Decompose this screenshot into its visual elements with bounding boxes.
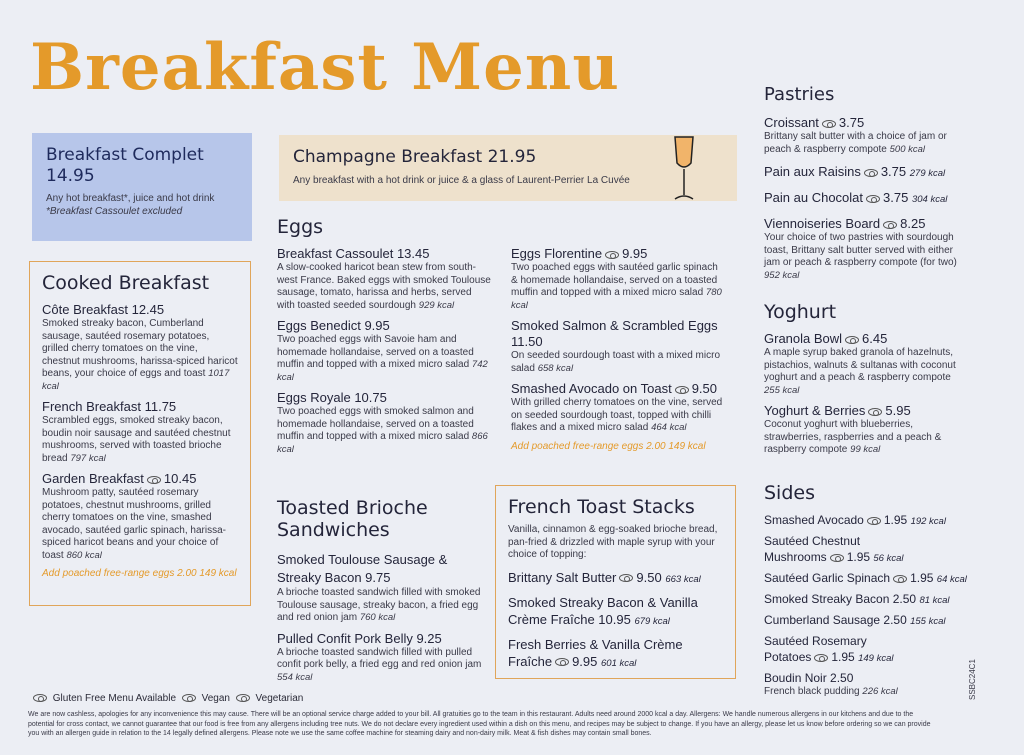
- item-price: 3.75: [880, 164, 907, 179]
- item-name: Fresh Berries & Vanilla Crème Fraîche: [508, 636, 683, 669]
- menu-item: [277, 631, 482, 685]
- item-kcal: 601 kcal: [601, 657, 637, 669]
- item-desc: Two poached eggs with smoked salmon and homemade hollandaise, served on a toasted muffin and topped with a mixed micro salad: [277, 406, 474, 442]
- item-kcal: 279 kcal: [909, 168, 946, 179]
- vegan-icon: [830, 554, 844, 562]
- vegan-icon: [147, 476, 161, 484]
- item-desc: Two poached eggs with Savoie ham and homemade hollandaise, served on a toasted muffin and topped with a mixed micro salad: [277, 334, 474, 370]
- vegetarian-icon: [605, 251, 619, 259]
- dietary-legend: [30, 693, 303, 704]
- item-name: Eggs Benedict 9.95: [277, 318, 390, 333]
- cooked-box: [29, 261, 251, 606]
- item-price: 1.95: [831, 650, 855, 664]
- item-price: 1.95: [846, 550, 871, 564]
- item-desc: Scrambled eggs, smoked streaky bacon, boudin noir sausage and sautéed chestnut mushrooms, served with toasted brioche bread: [42, 415, 231, 464]
- addon-eggs: Add poached free-range eggs 2.00 149 kcal: [511, 440, 706, 452]
- french-toast-desc: Vanilla, cinnamon & egg-soaked brioche bread, pan-fried & drizzled with maple syrup with your choice of topping:: [508, 524, 718, 560]
- menu-item: [764, 591, 974, 609]
- brioche-heading: Toasted Brioche Sandwiches: [277, 497, 428, 541]
- vegetarian-icon: [864, 169, 878, 177]
- item-name: Viennoiseries Board: [764, 216, 881, 231]
- item-price: 1.95: [883, 513, 908, 527]
- item-name: Sautéed Garlic Spinach: [764, 571, 891, 585]
- yoghurt-heading: Yoghurt: [764, 301, 837, 323]
- champagne-glass-icon: [669, 135, 699, 203]
- french-toast-box: [495, 485, 736, 679]
- vegetarian-icon: [619, 574, 633, 582]
- menu-item: [277, 246, 492, 312]
- menu-title: Breakfast Menu: [30, 30, 620, 105]
- item-kcal: 929 kcal: [418, 299, 455, 311]
- complet-name: Breakfast Complet 14.95: [46, 145, 204, 186]
- item-desc: A brioche toasted sandwich filled with pulled confit pork belly, a fried egg and red onion jam: [277, 646, 482, 670]
- vegetarian-icon: [883, 221, 897, 229]
- vegan-icon: [868, 408, 882, 416]
- eggs-col-1: [277, 216, 492, 462]
- item-name: Garden Breakfast: [42, 471, 144, 486]
- item-name: Brittany Salt Butter: [508, 569, 617, 585]
- item-desc: A slow-cooked haricot bean stew from south-west France. Baked eggs with smoked Toulouse sausage, tomato, harissa and herbs, served with toasted seeded sourdough: [277, 262, 491, 311]
- item-price: 3.75: [883, 190, 909, 205]
- item-name: Côte Breakfast 12.45: [42, 302, 165, 317]
- item-price: 9.50: [691, 381, 718, 396]
- menu-item: [764, 190, 964, 208]
- vegetarian-icon: [236, 694, 250, 702]
- item-kcal: 1017 kcal: [42, 368, 230, 392]
- item-desc: On seeded sourdough toast with a mixed micro salad: [511, 350, 720, 374]
- item-desc: Your choice of two pastries with sourdough toast, Brittany salt butter served with either jam or peach & raspberry compote (for two): [764, 232, 957, 268]
- item-price: 10.45: [163, 471, 197, 486]
- eggs-heading: Eggs: [277, 216, 324, 238]
- menu-item: [764, 612, 974, 630]
- item-name: Eggs Royale 10.75: [277, 390, 387, 405]
- item-kcal: 500 kcal: [889, 143, 926, 155]
- complet-note: *Breakfast Cassoulet excluded: [46, 205, 183, 217]
- item-kcal: 679 kcal: [634, 615, 670, 627]
- menu-item: [764, 115, 964, 156]
- cooked-heading: Cooked Breakfast: [42, 272, 210, 294]
- item-price: 9.95: [622, 246, 648, 261]
- item-name: Smoked Streaky Bacon & Vanilla Crème Fraîche 10.95: [508, 594, 698, 627]
- menu-item: [764, 403, 964, 457]
- item-kcal: 255 kcal: [764, 384, 800, 396]
- menu-item: [764, 216, 964, 282]
- item-desc: French black pudding: [764, 686, 860, 697]
- item-kcal: 192 kcal: [910, 516, 946, 527]
- item-kcal: 663 kcal: [665, 573, 701, 585]
- item-name: Pain aux Raisins: [764, 164, 861, 179]
- menu-item: [764, 670, 974, 699]
- item-name: Sautéed Chestnut Mushrooms: [764, 534, 861, 564]
- item-desc: Mushroom patty, sautéed rosemary potatoes, chestnut mushrooms, grilled cherry tomatoes on the vine, smashed avocado, sautéed garlic spinach, harissa-spiced haricot beans and your choice of toast: [42, 487, 226, 561]
- menu-item: [42, 471, 238, 562]
- addon-eggs: Add poached free-range eggs 2.00 149 kcal: [42, 568, 237, 579]
- item-name: Pulled Confit Pork Belly 9.25: [277, 630, 442, 646]
- sides-section: [764, 482, 974, 702]
- french-toast-heading: French Toast Stacks: [508, 496, 695, 518]
- item-price: 3.75: [838, 115, 865, 130]
- item-price: 6.45: [862, 331, 888, 346]
- menu-item: [511, 318, 726, 375]
- champagne-desc: Any breakfast with a hot drink or juice & a glass of Laurent-Perrier La Cuvée: [293, 175, 630, 186]
- item-price: 9.50: [636, 569, 662, 585]
- item-name: Smoked Streaky Bacon 2.50: [764, 592, 917, 606]
- menu-item: [277, 551, 482, 625]
- vegan-icon: [814, 654, 828, 662]
- item-desc: Two poached eggs with sautéed garlic spinach & homemade hollandaise, served on a toasted muffin and topped with a mixed micro salad: [511, 262, 718, 298]
- item-name: Smoked Salmon & Scrambled Eggs 11.50: [511, 318, 718, 349]
- item-price: 5.95: [885, 403, 911, 418]
- item-price: 9.95: [572, 653, 598, 669]
- item-desc: A brioche toasted sandwich filled with smoked Toulouse sausage, streaky bacon, a fried egg and red onion jam: [277, 587, 481, 623]
- item-kcal: 952 kcal: [764, 269, 800, 281]
- complet-desc: Any hot breakfast*, juice and hot drink: [46, 193, 215, 204]
- menu-item: [764, 533, 974, 567]
- brioche-section: [277, 497, 482, 690]
- vegan-icon: [893, 575, 907, 583]
- item-kcal: 64 kcal: [936, 574, 967, 585]
- item-name: Smoked Toulouse Sausage & Streaky Bacon 9.75: [277, 552, 448, 585]
- vegan-icon: [845, 336, 859, 344]
- item-kcal: 860 kcal: [66, 549, 102, 561]
- item-name: French Breakfast 11.75: [42, 399, 177, 414]
- item-name: Pain au Chocolat: [764, 190, 864, 205]
- item-kcal: 780 kcal: [511, 287, 722, 311]
- item-kcal: 554 kcal: [277, 671, 313, 683]
- eggs-col-2: [511, 246, 726, 452]
- item-desc: Coconut yoghurt with blueberries, strawberries, raspberries and a peach & raspberry compote: [764, 419, 942, 455]
- item-name: Eggs Florentine: [511, 246, 603, 261]
- vegan-icon: [675, 386, 689, 394]
- menu-item: [508, 636, 723, 672]
- complet-box: [32, 133, 252, 241]
- champagne-name: Champagne Breakfast 21.95: [293, 147, 537, 167]
- item-kcal: 866 kcal: [277, 431, 488, 455]
- legend-vegetarian: Vegetarian: [255, 693, 304, 704]
- item-name: Boudin Noir 2.50: [764, 671, 854, 685]
- pastries-section: [764, 84, 964, 288]
- champagne-box: [279, 135, 737, 201]
- menu-item: [764, 331, 964, 397]
- gluten-free-icon: [33, 694, 47, 702]
- vegan-icon: [182, 694, 196, 702]
- item-kcal: 149 kcal: [858, 653, 894, 664]
- menu-item: [508, 570, 723, 588]
- item-kcal: 797 kcal: [70, 452, 106, 464]
- item-kcal: 99 kcal: [850, 444, 881, 455]
- legend-vegan: Vegan: [201, 693, 230, 704]
- vegetarian-icon: [555, 658, 569, 666]
- item-desc: Smoked streaky bacon, Cumberland sausage, sautéed rosemary potatoes, grilled cherry tomatoes on the vine, chestnut mushrooms, harissa-spiced haricot beans, your choice of eggs and toast: [42, 318, 238, 379]
- item-kcal: 658 kcal: [537, 362, 574, 374]
- item-desc: With grilled cherry tomatoes on the vine, served on seeded sourdough toast, topped with chilli flakes and a mixed micro salad: [511, 397, 723, 433]
- item-kcal: 81 kcal: [919, 595, 950, 606]
- vegetarian-icon: [866, 195, 880, 203]
- menu-item: [42, 399, 238, 465]
- item-name: Smashed Avocado: [764, 513, 864, 527]
- item-kcal: 155 kcal: [910, 616, 946, 627]
- menu-item: [511, 246, 726, 312]
- item-price: 8.25: [900, 216, 926, 231]
- item-kcal: 226 kcal: [862, 686, 898, 697]
- vegetarian-icon: [822, 120, 836, 128]
- item-kcal: 464 kcal: [651, 422, 687, 433]
- item-kcal: 56 kcal: [873, 553, 904, 564]
- sides-heading: Sides: [764, 482, 815, 504]
- item-kcal: 760 kcal: [359, 612, 396, 623]
- item-name: Smashed Avocado on Toast: [511, 381, 672, 396]
- menu-item: [764, 164, 964, 182]
- item-name: Cumberland Sausage 2.50: [764, 613, 907, 627]
- item-name: Croissant: [764, 115, 819, 130]
- menu-item: [764, 570, 974, 588]
- yoghurt-section: [764, 301, 964, 463]
- pastries-heading: Pastries: [764, 84, 835, 105]
- menu-item: [42, 302, 238, 393]
- menu-code: SSBC24C1: [968, 659, 977, 700]
- item-desc: A maple syrup baked granola of hazelnuts, pistachios, walnuts & sultanas with coconut yoghurt and a peach & raspberry compote: [764, 347, 956, 383]
- item-desc: Brittany salt butter with a choice of jam or peach & raspberry compote: [764, 131, 947, 155]
- vegan-icon: [867, 517, 881, 525]
- item-price: 1.95: [910, 571, 934, 585]
- item-kcal: 304 kcal: [911, 194, 948, 205]
- item-name: Breakfast Cassoulet 13.45: [277, 246, 430, 261]
- item-name: Yoghurt & Berries: [764, 403, 866, 418]
- menu-item: [277, 390, 492, 456]
- item-name: Granola Bowl: [764, 331, 843, 346]
- menu-item: [764, 512, 974, 530]
- menu-item: [277, 318, 492, 384]
- menu-item: [764, 633, 974, 667]
- footer-disclaimer: We are now cashless, apologies for any inconvenience this may cause. There will be an optional service charge added to your bill. All gratuities go to the team in this restaurant. Adults need around 2000 kcal a day. Allergens: We handle numerous allergens in our kitchens and due to the potential for cross contact, we cannot guarantee that our food is free from any allergens including tree nuts. We do not declare every ingredient used within a dish on this menu, and recipes may be subject to change. If you have an allergy, please let us know before ordering so we can provide you with an allergen guide in relation to the 14 legally defined allergens. Please note we use the same coffee machine for steaming dairy and non-dairy milk. Meat & fish dishes may contain small bones.: [28, 711, 931, 737]
- menu-item: [511, 381, 726, 435]
- legend-gluten-free: Gluten Free Menu Available: [52, 693, 177, 704]
- menu-item: [508, 594, 723, 630]
- item-name: Sautéed Rosemary Potatoes: [764, 634, 867, 664]
- item-kcal: 742 kcal: [277, 359, 488, 383]
